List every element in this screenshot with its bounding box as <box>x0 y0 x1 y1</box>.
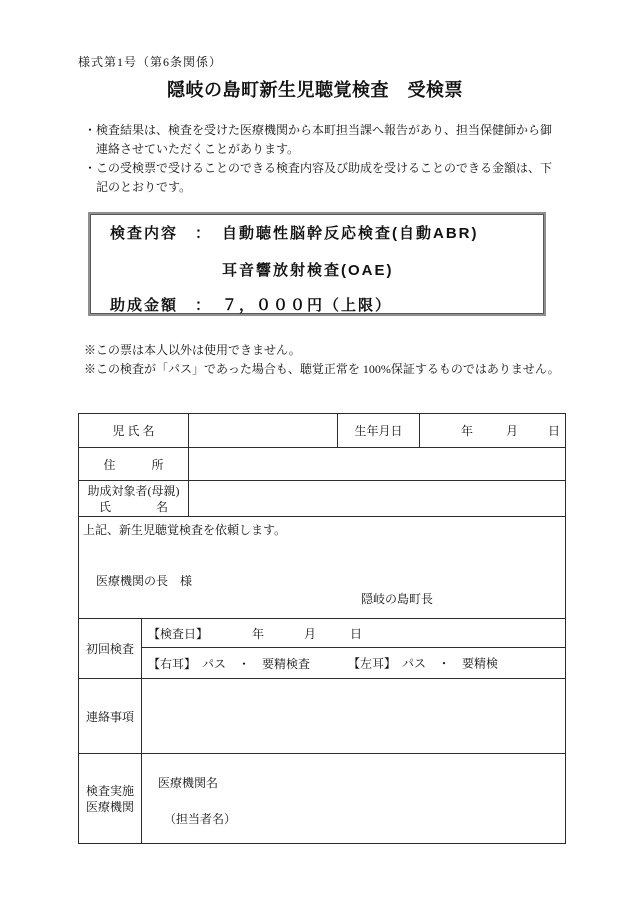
day-label: 日 <box>350 626 363 641</box>
month-label: 月 <box>304 626 317 641</box>
year-label: 年 <box>460 424 473 438</box>
addressee: 医療機関の長 様 <box>96 574 193 588</box>
grant-amount-label: 助成金額 <box>110 297 179 314</box>
first-exam-label: 初回検査 <box>79 619 142 679</box>
grant-amount-line <box>90 298 544 314</box>
table-row-child-name <box>79 414 566 448</box>
facility-label <box>79 754 142 844</box>
application-form-table <box>78 413 566 844</box>
colon: ： <box>195 297 211 314</box>
request-cell <box>79 517 566 619</box>
beneficiary-label-line2 <box>79 499 188 515</box>
table-row-beneficiary <box>79 481 566 517</box>
exam-content-line <box>90 226 544 242</box>
address-label: 住 所 <box>79 448 189 481</box>
facility-label-line1: 検査実施 <box>85 783 134 798</box>
colon: ： <box>195 225 211 242</box>
form-number: 様式第1号（第6条関係） <box>78 55 223 69</box>
exam-content-value-2: 耳音響放射検査(OAE) <box>222 262 394 279</box>
beneficiary-label <box>79 481 189 517</box>
grant-amount-value: ７，０００円（上限） <box>222 297 393 314</box>
left-ear-result: 【左耳】 パス ・ 要精検 <box>348 656 499 671</box>
exam-date-cell <box>142 619 566 648</box>
right-ear-result: 【右耳】 パス ・ 要精検査 <box>148 656 311 671</box>
spacer <box>110 263 222 279</box>
exam-content-value-1: 自動聴性脳幹反応検査(自動ABR) <box>222 225 479 242</box>
birthdate-blank-cell <box>420 414 566 448</box>
child-name-blank-cell <box>189 414 338 448</box>
birthdate-label: 生年月日 <box>338 414 420 448</box>
table-row-ear-results <box>79 648 566 679</box>
exam-content-line-2 <box>90 263 544 279</box>
table-row-facility <box>79 754 566 844</box>
table-row-contact <box>79 679 566 754</box>
exam-date-label: 【検査日】 <box>148 626 209 641</box>
beneficiary-label-line1: 助成対象者(母親) <box>87 483 180 498</box>
beneficiary-name-char: 氏 <box>99 499 112 514</box>
year-label: 年 <box>252 626 265 641</box>
intro-note: ・この受検票で受けることのできる検査内容及び助成を受けることのできる金額は、下記のとおりです。 <box>84 161 553 194</box>
page-title: 隠岐の島町新生児聴覚検査 受検票 <box>167 80 463 100</box>
exam-content-label: 検査内容 <box>110 225 179 242</box>
facility-label-line2: 医療機関 <box>85 799 134 814</box>
footnotes <box>84 341 560 379</box>
exam-summary-box <box>88 212 546 316</box>
footnote: ※この検査が「パス」であった場合も、聴覚正常を 100%保証するものではありません。 <box>84 362 560 376</box>
facility-name-label: 医療機関名 <box>158 776 219 790</box>
beneficiary-blank-cell <box>189 481 566 517</box>
signer: 隠岐の島町長 <box>361 592 434 606</box>
address-blank-cell <box>189 448 566 481</box>
footnote: ※この票は本人以外は使用できません。 <box>84 343 301 357</box>
table-row-address <box>79 448 566 481</box>
contact-blank-cell <box>142 679 566 754</box>
table-row-request <box>79 517 566 619</box>
staff-name-label: （担当者名） <box>164 812 237 826</box>
ear-results-cell <box>142 648 566 679</box>
beneficiary-name-char: 名 <box>155 499 168 514</box>
child-name-label: 児 氏 名 <box>79 414 189 448</box>
table-row-first-exam-date <box>79 619 566 648</box>
day-label: 日 <box>547 424 560 438</box>
contact-label: 連絡事項 <box>79 679 142 754</box>
month-label: 月 <box>505 424 518 438</box>
intro-notes <box>84 121 562 197</box>
facility-cell <box>142 754 566 844</box>
intro-note: ・検査結果は、検査を受けた医療機関から本町担当課へ報告があり、担当保健師から御連絡させていただくことがあります。 <box>84 123 553 156</box>
request-sentence: 上記、新生児聴覚検査を依頼します。 <box>83 523 287 537</box>
